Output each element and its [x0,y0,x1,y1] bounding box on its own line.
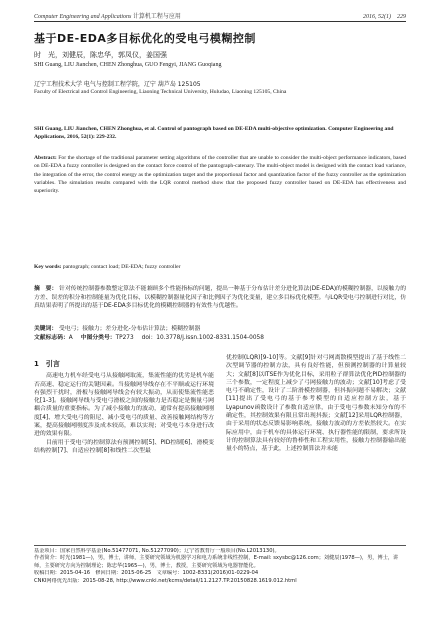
page-number: 229 [397,14,406,20]
footnotes [34,548,406,585]
article-meta [34,332,406,341]
body-column-left [34,354,214,455]
abstract-english-text: For the shortage of the traditional parameter setting algorithms of the controller that are unable to consider the multi-object performance indicators, based on DE-EDA a fuzzy controller is designed on the contact force control of the pantograph-catenary. The multi-object model is designed with the contact load variance, the integration of the error, the control energy as the optimization target and the proportional factor and quantization factor of the fuzzy controller as the optimization variables. The simulation results compared with the LQR control method show that the proposed fuzzy controller based on DE-EDA has effectiveness and superiority. [34,155,406,195]
abstract-label-cn: 摘 要： [34,286,58,292]
paragraph: 高速电力机车经受电弓从接触网取流，集流性能的优劣是机车能否高速、稳定运行的关键因素。当接触网导线存在不平顺或运行环境有强烈干扰时，滑板与接触网导线会有较大振动，从而使集流性能恶化[1-3]。接触网导线与受电弓滑板之间的接触力是否稳定是衡量弓网耦合质量的重要指标。为了减小接触力的波动，通常有提高接触网刚度[4]、增大受电弓的阻尼、减小受电弓的质量、改善接触网结构等方案，提高接触网刚度涉及成本较高，难以实现；对受电弓本身进行改进的效果有限。 [34,373,214,438]
footnote-funding: 基金项目：国家自然科学基金(No.51477071, No.51277090)；辽宁省教育厅一般项目(No.L2013130)。 [34,548,280,554]
doi: doi：10.3778/j.issn.1002-8331.1504-0058 [141,335,264,341]
authors-english: SHI Guang, LIU Jianchen, CHEN Zhonghua, GUO Fengyi, JIANG Guoqiang [34,62,222,68]
abstract-chinese [34,285,406,311]
paragraph: 优控制(LQR)[9-10]等。文献[9]针对弓网离散模型提出了基于线性二次型调节器的控制方法，具有良好性能，但预测控制器的计算量较大；文献[8]以ITSE作为优化目标，采用粒子群算法优化PID控制器的三个参数，一定程度上减少了弓网接触力的波动；文献[10]考虑了受电弓不确定性，设计了二阶滑模控制器，但抖振问题不易解决；文献[11]提出了受电弓的基于参考模型的自适应控制方法，基于Lyapunov函数设计了参数自适应律，由于受电弓参数未知分布的不确定性，其控制效果有限且常出现抖振；文献[12]采用LQR控制器，由于采用的状态反馈易影响系统，接触力波动的方差依然较大。在实际应用中，由于机车的具体运行环境、执行器性能的限制，要求所设计的控制算法具有较好的鲁棒性和工程实用性，接触力控制器输出能量小的特点，基于此，上述控制算法并未能 [226,355,406,453]
abstract-english [34,154,406,195]
footnote-authors: 作者简介：时光(1981—)，男，博士，讲师，主要研究领域为机器学习和电力系统非线性控制，E-mail: sxysbc@126.com；刘健辰(1978—)，男，博士，讲师，主要研究方向为控制理论；陈忠华(1965—)，男，博士，教授，主要研究领域为电器智能化。 [34,555,399,569]
journal-name-en: Computer Engineering and Applications [34,14,132,20]
running-header [34,6,406,20]
document-code-label: 文献标志码： [34,335,69,341]
footnote-cnki: CNKI网络优先出版：2015-08-28, http://www.cnki.net/kcms/detail/11.2127.TP.20150828.1619.012.html [34,577,297,584]
affiliation-chinese: 辽宁工程技术大学 电气与控制工程学院，辽宁 葫芦岛 125105 [34,81,201,88]
issue-info [363,14,406,20]
journal-name [34,11,181,20]
header-rule [34,21,406,22]
section-heading: 1 引言 [34,360,60,368]
clc-value: TP273 [115,335,134,341]
issue-number: 2016, 52(1) [363,14,391,20]
paper-title: 基于DE-EDA多目标优化的受电弓模糊控制 [34,32,256,45]
keywords-chinese-text: 受电弓；接触力；差分进化-分布估计算法；模糊控制器 [59,326,201,332]
english-citation: SHI Guang, LIU Jianchen, CHEN Zhonghua, et al. Control of pantograph based on DE-EDA multi-objective optimization. Computer Engineering and Applications, 2016, 52(1): 229-232. [34,126,394,141]
authors-chinese: 时 光，刘健辰，陈忠华，郭凤仪，姜国强 [34,51,167,59]
clc-number [81,332,134,341]
keywords-chinese [34,323,406,332]
footnote-dates: 收稿日期：2015-04-16 修回日期：2015-06-25 文章编号：1002-8331(2016)01-0229-04 [34,570,259,577]
document-code-value: A [68,335,73,341]
keywords-label-cn: 关键词： [34,326,58,332]
clc-label: 中图分类号： [80,335,116,341]
keywords-english-text: pantograph; contact load; DE-EDA; fuzzy controller [62,264,181,270]
paragraph: 目前用于受电弓的控制算法有预测控制[5]、PID控制[6]、滑模变结构控制[7]、自适应控制[8]和线性二次型最 [34,439,214,454]
keywords-label-en: Key words: [34,264,62,270]
keywords-english [34,264,406,270]
journal-name-cn: 计算机工程与应用 [132,13,181,20]
affiliation-english: Faculty of Electrical and Control Engineering, Liaoning Technical University, Huludao, Liaoning 125105, China [34,89,287,95]
abstract-chinese-text: 针对传统控制器参数整定算法不能兼顾多个性能指标的问题，提出一种基于分布估计差分进化算法(DE-EDA)的模糊控制器，以接触力的方差、误差的积分和控制能量为优化目标，以模糊控制器量化因子和比例因子为优化变量，建立多目标优化模型。与LQR受电弓控制进行对比，仿真结果表明了所提出的基于DE-EDA多目标优化的模糊控制器的有效性与优越性。 [34,286,406,310]
body-column-right [226,354,406,454]
document-code [34,332,73,341]
footnote-rule [34,545,406,546]
abstract-label: Abstract: [34,155,57,161]
